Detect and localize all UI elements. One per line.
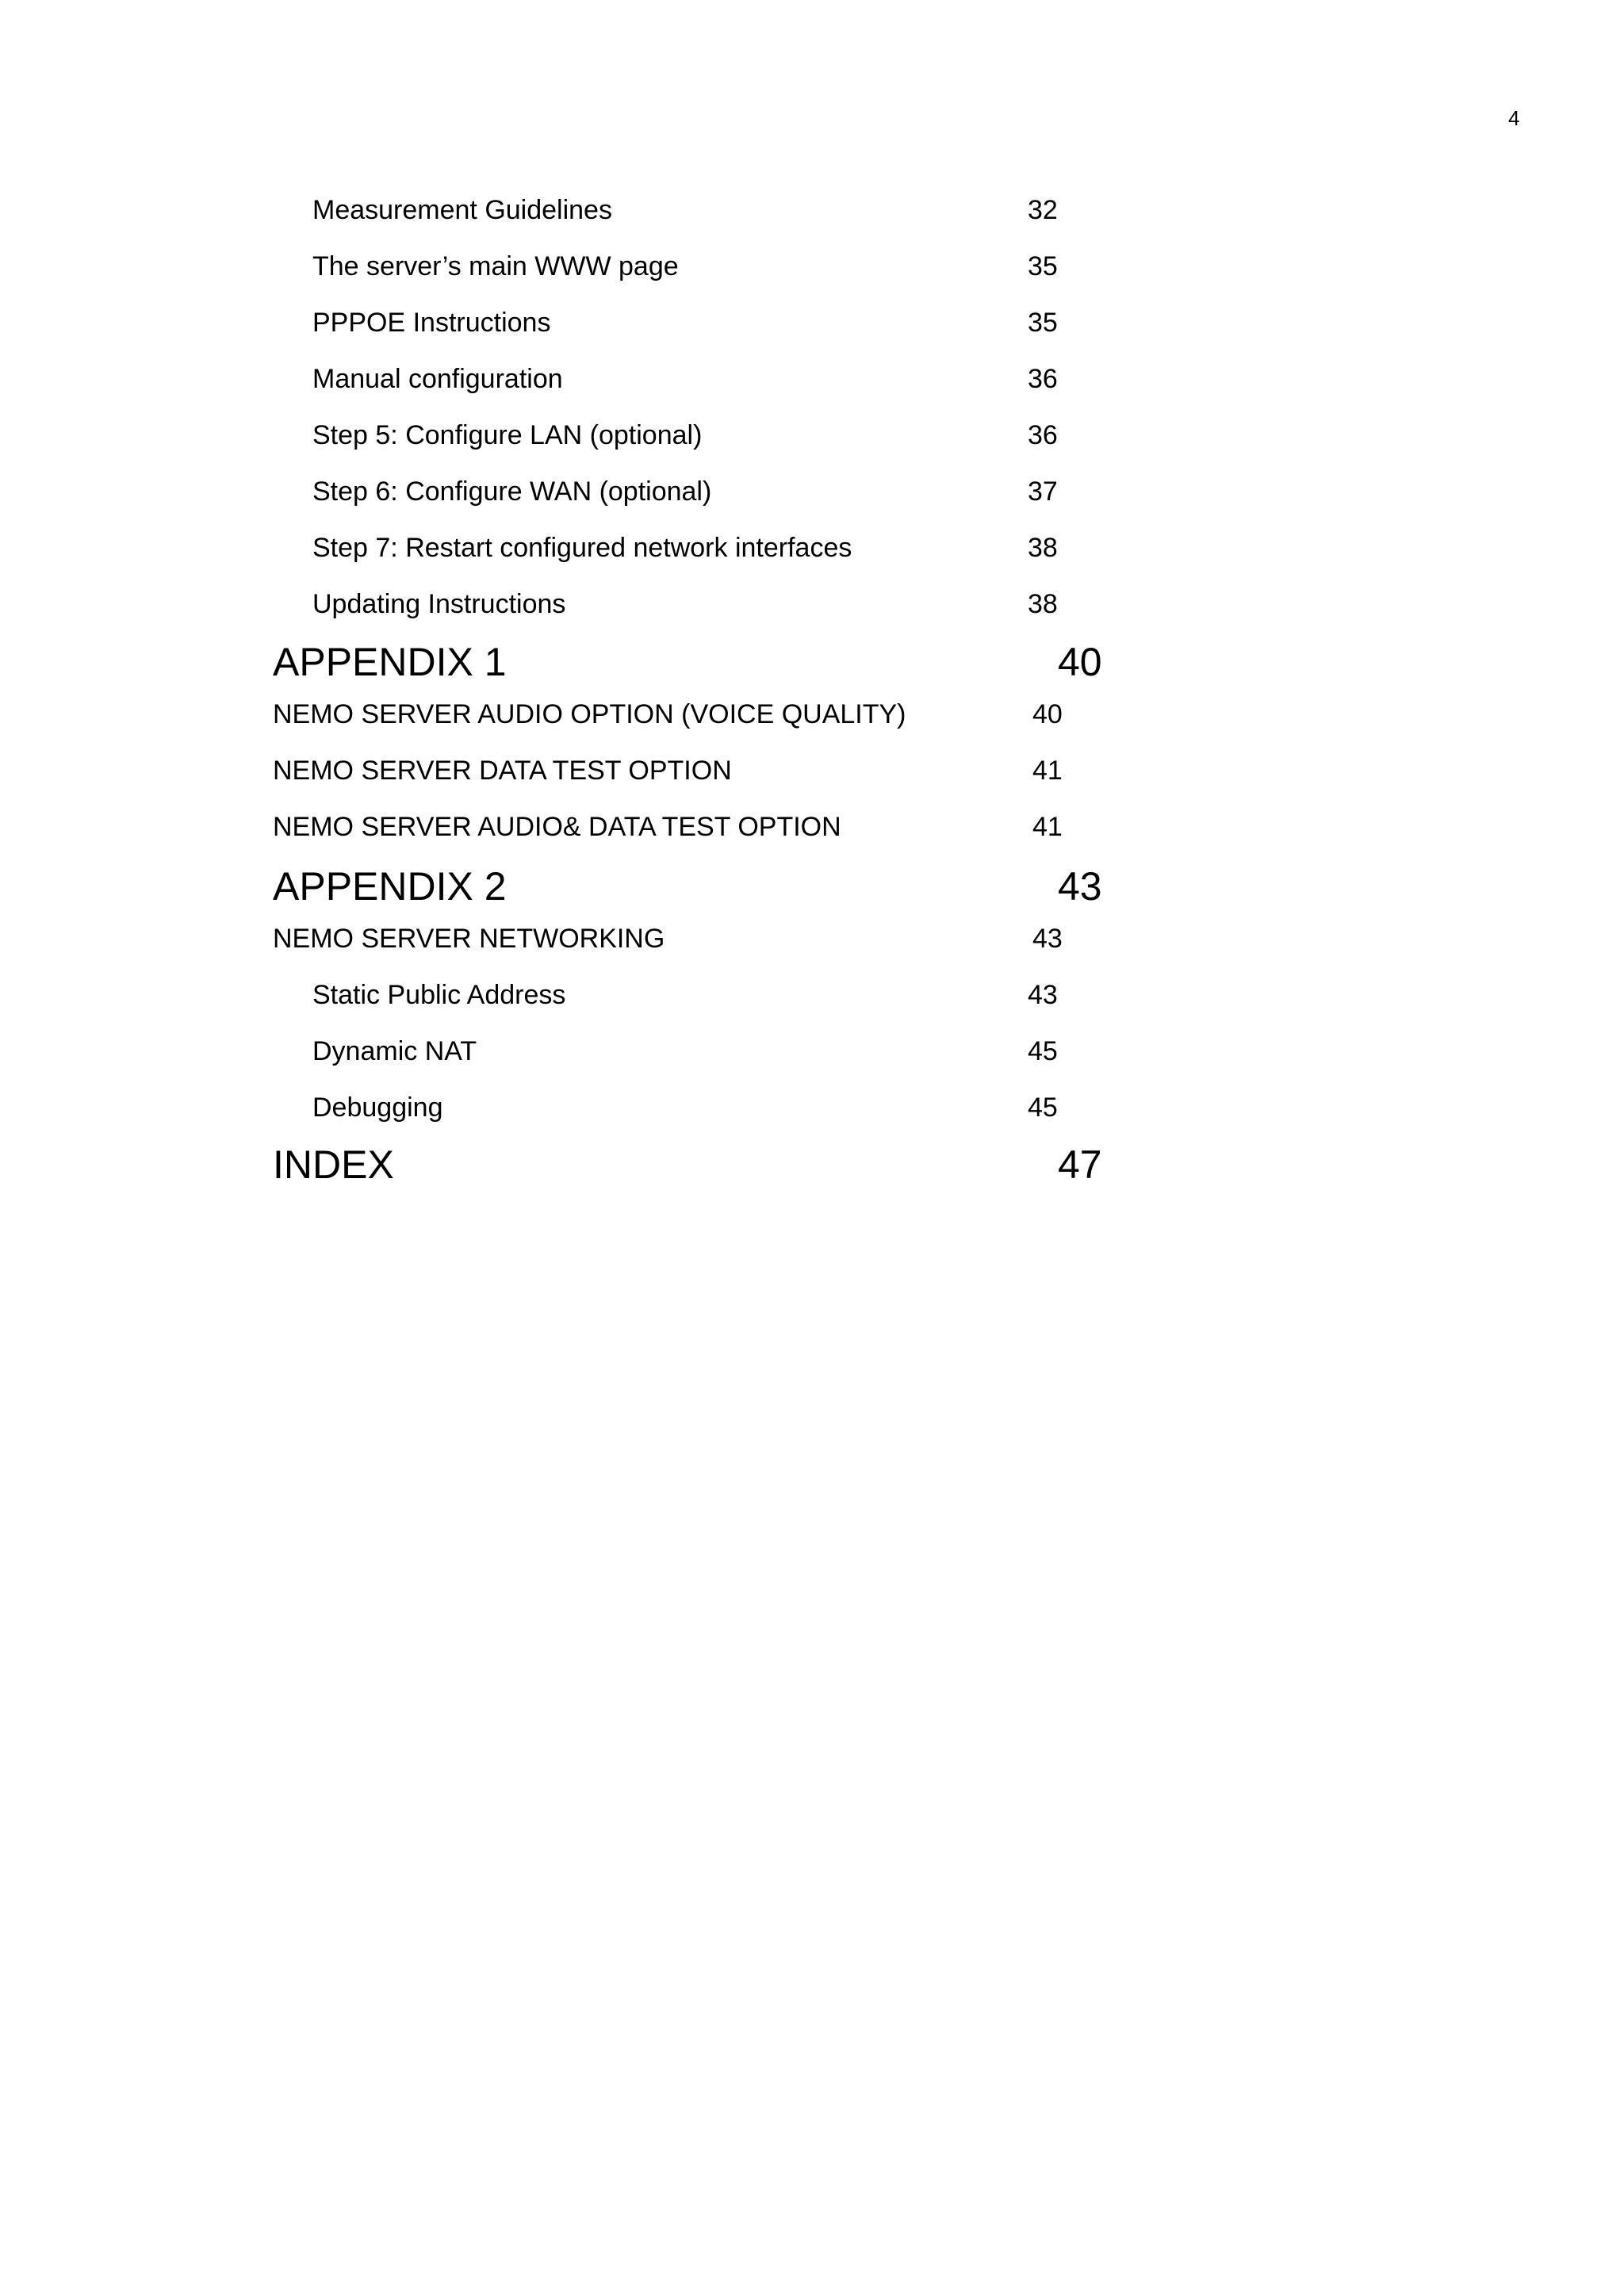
toc-entry-page: 41	[1032, 812, 1063, 842]
toc-entry-title: NEMO SERVER AUDIO& DATA TEST OPTION	[273, 812, 841, 842]
toc-entry-title: Dynamic NAT	[312, 1036, 477, 1066]
toc-entry-title: NEMO SERVER AUDIO OPTION (VOICE QUALITY)	[273, 699, 906, 729]
toc-entry-page: 41	[1032, 756, 1063, 786]
toc-entry-title: Updating Instructions	[312, 589, 566, 619]
toc-entry-page: 40	[1032, 699, 1063, 729]
toc-entry-title: The server’s main WWW page	[312, 251, 679, 281]
toc-entry-title: Manual configuration	[312, 364, 563, 394]
toc-entry-page: 43	[1058, 864, 1102, 909]
page-number: 4	[1508, 106, 1520, 130]
toc-entry-page: 45	[1028, 1093, 1058, 1123]
toc-entry-page: 36	[1028, 364, 1058, 394]
toc-entry-title: INDEX	[273, 1142, 394, 1187]
toc-entry-title: Step 6: Configure WAN (optional)	[312, 476, 712, 507]
toc-entry-page: 35	[1028, 308, 1058, 338]
toc-entry-title: Step 7: Restart configured network interfaces	[312, 533, 852, 563]
toc-entry-page: 38	[1028, 589, 1058, 619]
toc-entry-title: PPPOE Instructions	[312, 308, 551, 338]
toc-entry-title: Debugging	[312, 1093, 443, 1123]
toc-entry-page: 40	[1058, 640, 1102, 684]
toc-entry-title: NEMO SERVER DATA TEST OPTION	[273, 756, 732, 786]
toc-entry-title: Step 5: Configure LAN (optional)	[312, 420, 703, 450]
toc-entry-page: 43	[1032, 924, 1063, 954]
toc-entry-title: APPENDIX 2	[273, 864, 507, 909]
toc-entry-page: 38	[1028, 533, 1058, 563]
toc-entry-title: APPENDIX 1	[273, 640, 507, 684]
toc-entry-page: 36	[1028, 420, 1058, 450]
toc-entry-page: 37	[1028, 476, 1058, 507]
toc-entry-title: NEMO SERVER NETWORKING	[273, 924, 665, 954]
toc-entry-page: 32	[1028, 195, 1058, 225]
toc-entry-page: 35	[1028, 251, 1058, 281]
toc-entry-page: 47	[1058, 1142, 1102, 1187]
toc-entry-title: Measurement Guidelines	[312, 195, 612, 225]
toc-entry-page: 45	[1028, 1036, 1058, 1066]
toc-entry-page: 43	[1028, 980, 1058, 1010]
toc-entry-title: Static Public Address	[312, 980, 566, 1010]
